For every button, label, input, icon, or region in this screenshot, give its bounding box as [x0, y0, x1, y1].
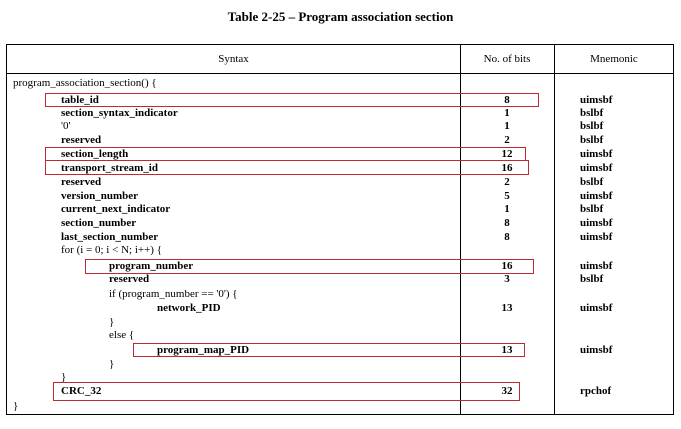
syntax-cell: CRC_32	[61, 385, 102, 397]
highlight-box	[53, 382, 520, 401]
mnemonic-cell: bslbf	[580, 176, 604, 188]
highlight-box	[45, 147, 526, 161]
bits-cell: 1	[504, 107, 510, 119]
mnemonic-cell: bslbf	[580, 203, 604, 215]
page-title: Table 2-25 – Program association section	[227, 9, 454, 24]
bits-cell: 13	[501, 344, 513, 356]
bits-cell: 32	[501, 385, 513, 397]
highlight-box	[133, 343, 525, 357]
syntax-cell: program_map_PID	[157, 344, 250, 356]
syntax-cell: table_id	[61, 94, 99, 106]
column-divider	[554, 45, 555, 414]
syntax-cell: reserved	[61, 134, 102, 146]
syntax-cell: }	[109, 358, 115, 370]
syntax-cell: }	[13, 400, 19, 412]
syntax-cell: program_association_section() {	[13, 77, 157, 89]
header-bits: No. of bits	[483, 53, 531, 65]
mnemonic-cell: uimsbf	[580, 94, 613, 106]
syntax-cell: current_next_indicator	[61, 203, 171, 215]
bits-cell: 12	[501, 148, 513, 160]
highlight-box	[85, 259, 534, 274]
syntax-cell: for (i = 0; i < N; i++) {	[61, 244, 162, 256]
mnemonic-cell: uimsbf	[580, 190, 613, 202]
header-syntax: Syntax	[218, 53, 249, 65]
header-divider	[7, 73, 673, 74]
mnemonic-cell: bslbf	[580, 134, 604, 146]
bits-cell: 16	[501, 260, 513, 272]
mnemonic-cell: bslbf	[580, 107, 604, 119]
mnemonic-cell: uimsbf	[580, 162, 613, 174]
bits-cell: 3	[504, 273, 510, 285]
bits-cell: 5	[504, 190, 510, 202]
bits-cell: 2	[504, 134, 510, 146]
header-mnemonic: Mnemonic	[590, 53, 638, 65]
syntax-cell: else {	[109, 329, 135, 341]
bits-cell: 1	[504, 203, 510, 215]
mnemonic-cell: rpchof	[580, 385, 612, 397]
syntax-cell: section_syntax_indicator	[61, 107, 178, 119]
highlight-box	[45, 160, 529, 175]
bits-cell: 2	[504, 176, 510, 188]
syntax-cell: section_length	[61, 148, 129, 160]
mnemonic-cell: uimsbf	[580, 231, 613, 243]
syntax-cell: if (program_number == '0') {	[109, 288, 238, 300]
bits-cell: 8	[504, 217, 510, 229]
mnemonic-cell: uimsbf	[580, 302, 613, 314]
syntax-cell: transport_stream_id	[61, 162, 158, 174]
bits-cell: 8	[504, 94, 510, 106]
bits-cell: 13	[501, 302, 513, 314]
syntax-cell: reserved	[109, 273, 150, 285]
mnemonic-cell: uimsbf	[580, 260, 613, 272]
mnemonic-cell: uimsbf	[580, 148, 613, 160]
syntax-cell: '0'	[61, 120, 71, 132]
mnemonic-cell: bslbf	[580, 273, 604, 285]
syntax-cell: }	[61, 371, 67, 383]
mnemonic-cell: uimsbf	[580, 217, 613, 229]
bits-cell: 16	[501, 162, 513, 174]
syntax-cell: section_number	[61, 217, 137, 229]
syntax-cell: reserved	[61, 176, 102, 188]
bits-cell: 8	[504, 231, 510, 243]
syntax-cell: }	[109, 316, 115, 328]
highlight-box	[45, 93, 539, 107]
bits-cell: 1	[504, 120, 510, 132]
syntax-table	[6, 44, 674, 415]
mnemonic-cell: uimsbf	[580, 344, 613, 356]
mnemonic-cell: bslbf	[580, 120, 604, 132]
syntax-cell: program_number	[109, 260, 194, 272]
syntax-cell: last_section_number	[61, 231, 159, 243]
syntax-cell: network_PID	[157, 302, 221, 314]
syntax-cell: version_number	[61, 190, 138, 202]
